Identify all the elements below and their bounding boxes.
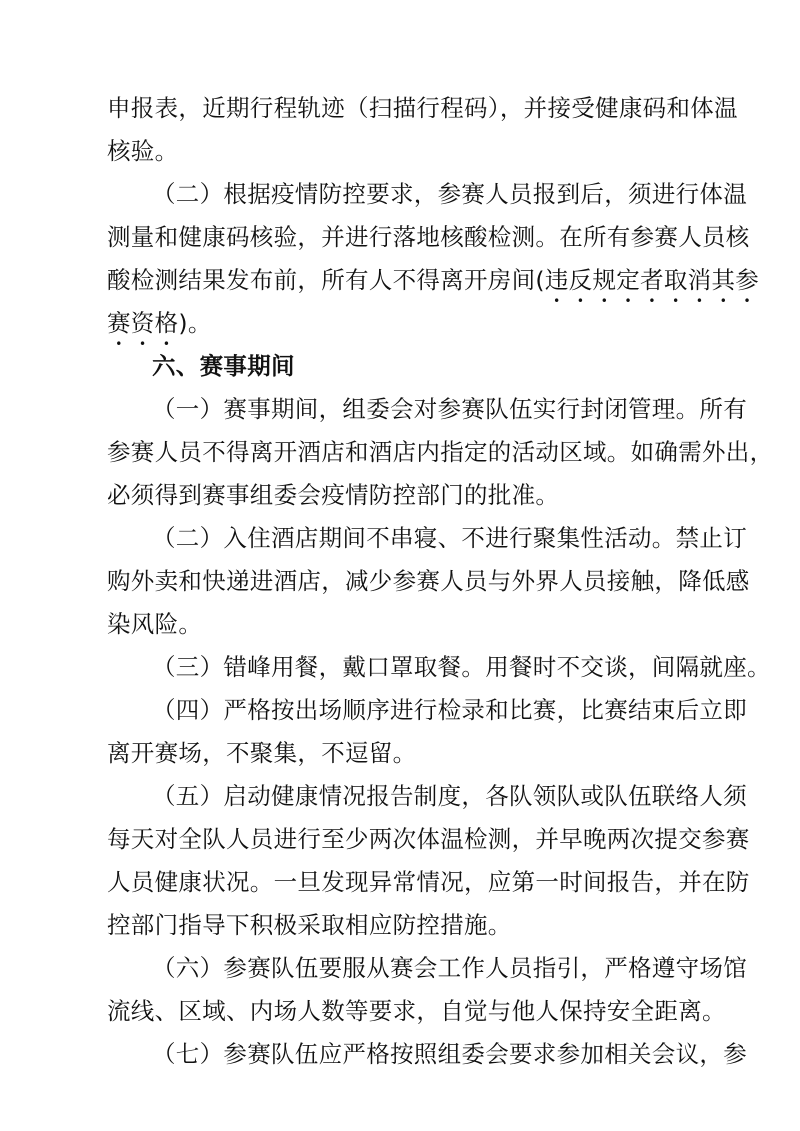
text-line: 染风险。: [107, 610, 203, 638]
text-line: 参赛人员不得离开酒店和酒店内指定的活动区域。如确需外出，: [107, 438, 774, 466]
text-line: 购外卖和快递进酒店，减少参赛人员与外界人员接触，降低感: [107, 567, 750, 595]
text-segment: )。: [178, 309, 212, 337]
text-line: 核验。: [107, 137, 179, 165]
text-line: （四）严格按出场顺序进行检录和比赛，比赛结束后立即: [152, 696, 747, 724]
section-heading: 六、赛事期间: [152, 352, 295, 380]
emphasized-text: 赛资格: [107, 309, 179, 337]
text-line: 流线、区域、内场人数等要求，自觉与他人保持安全距离。: [107, 997, 726, 1025]
text-line: 必须得到赛事组委会疫情防控部门的批准。: [107, 481, 560, 509]
text-line: [107, 262, 800, 298]
text-line: [107, 305, 800, 341]
emphasized-text: 违反规定者取消其参: [544, 266, 760, 294]
text-segment: 酸检测结果发布前，所有人不得离开房间(: [107, 266, 545, 294]
text-line: （三）错峰用餐，戴口罩取餐。用餐时不交谈，间隔就座。: [152, 653, 771, 681]
text-line: 申报表，近期行程轨迹（扫描行程码），并接受健康码和体温: [107, 94, 738, 122]
text-line: 人员健康状况。一旦发现异常情况，应第一时间报告，并在防: [107, 868, 750, 896]
text-line: （二）根据疫情防控要求，参赛人员报到后，须进行体温: [152, 180, 747, 208]
text-line: （五）启动健康情况报告制度，各队领队或队伍联络人须: [152, 782, 747, 810]
text-line: 离开赛场，不聚集，不逗留。: [107, 739, 417, 767]
text-line: （一）赛事期间，组委会对参赛队伍实行封闭管理。所有: [152, 395, 747, 423]
text-line: （七）参赛队伍应严格按照组委会要求参加相关会议，参: [152, 1040, 747, 1068]
text-line: 控部门指导下积极采取相应防控措施。: [107, 911, 512, 939]
text-line: （二）入住酒店期间不串寝、不进行聚集性活动。禁止订: [152, 524, 747, 552]
text-line: 测量和健康码核验，并进行落地核酸检测。在所有参赛人员核: [107, 223, 750, 251]
text-line: （六）参赛队伍要服从赛会工作人员指引，严格遵守场馆: [152, 954, 747, 982]
text-line: 每天对全队人员进行至少两次体温检测，并早晚两次提交参赛: [107, 825, 750, 853]
